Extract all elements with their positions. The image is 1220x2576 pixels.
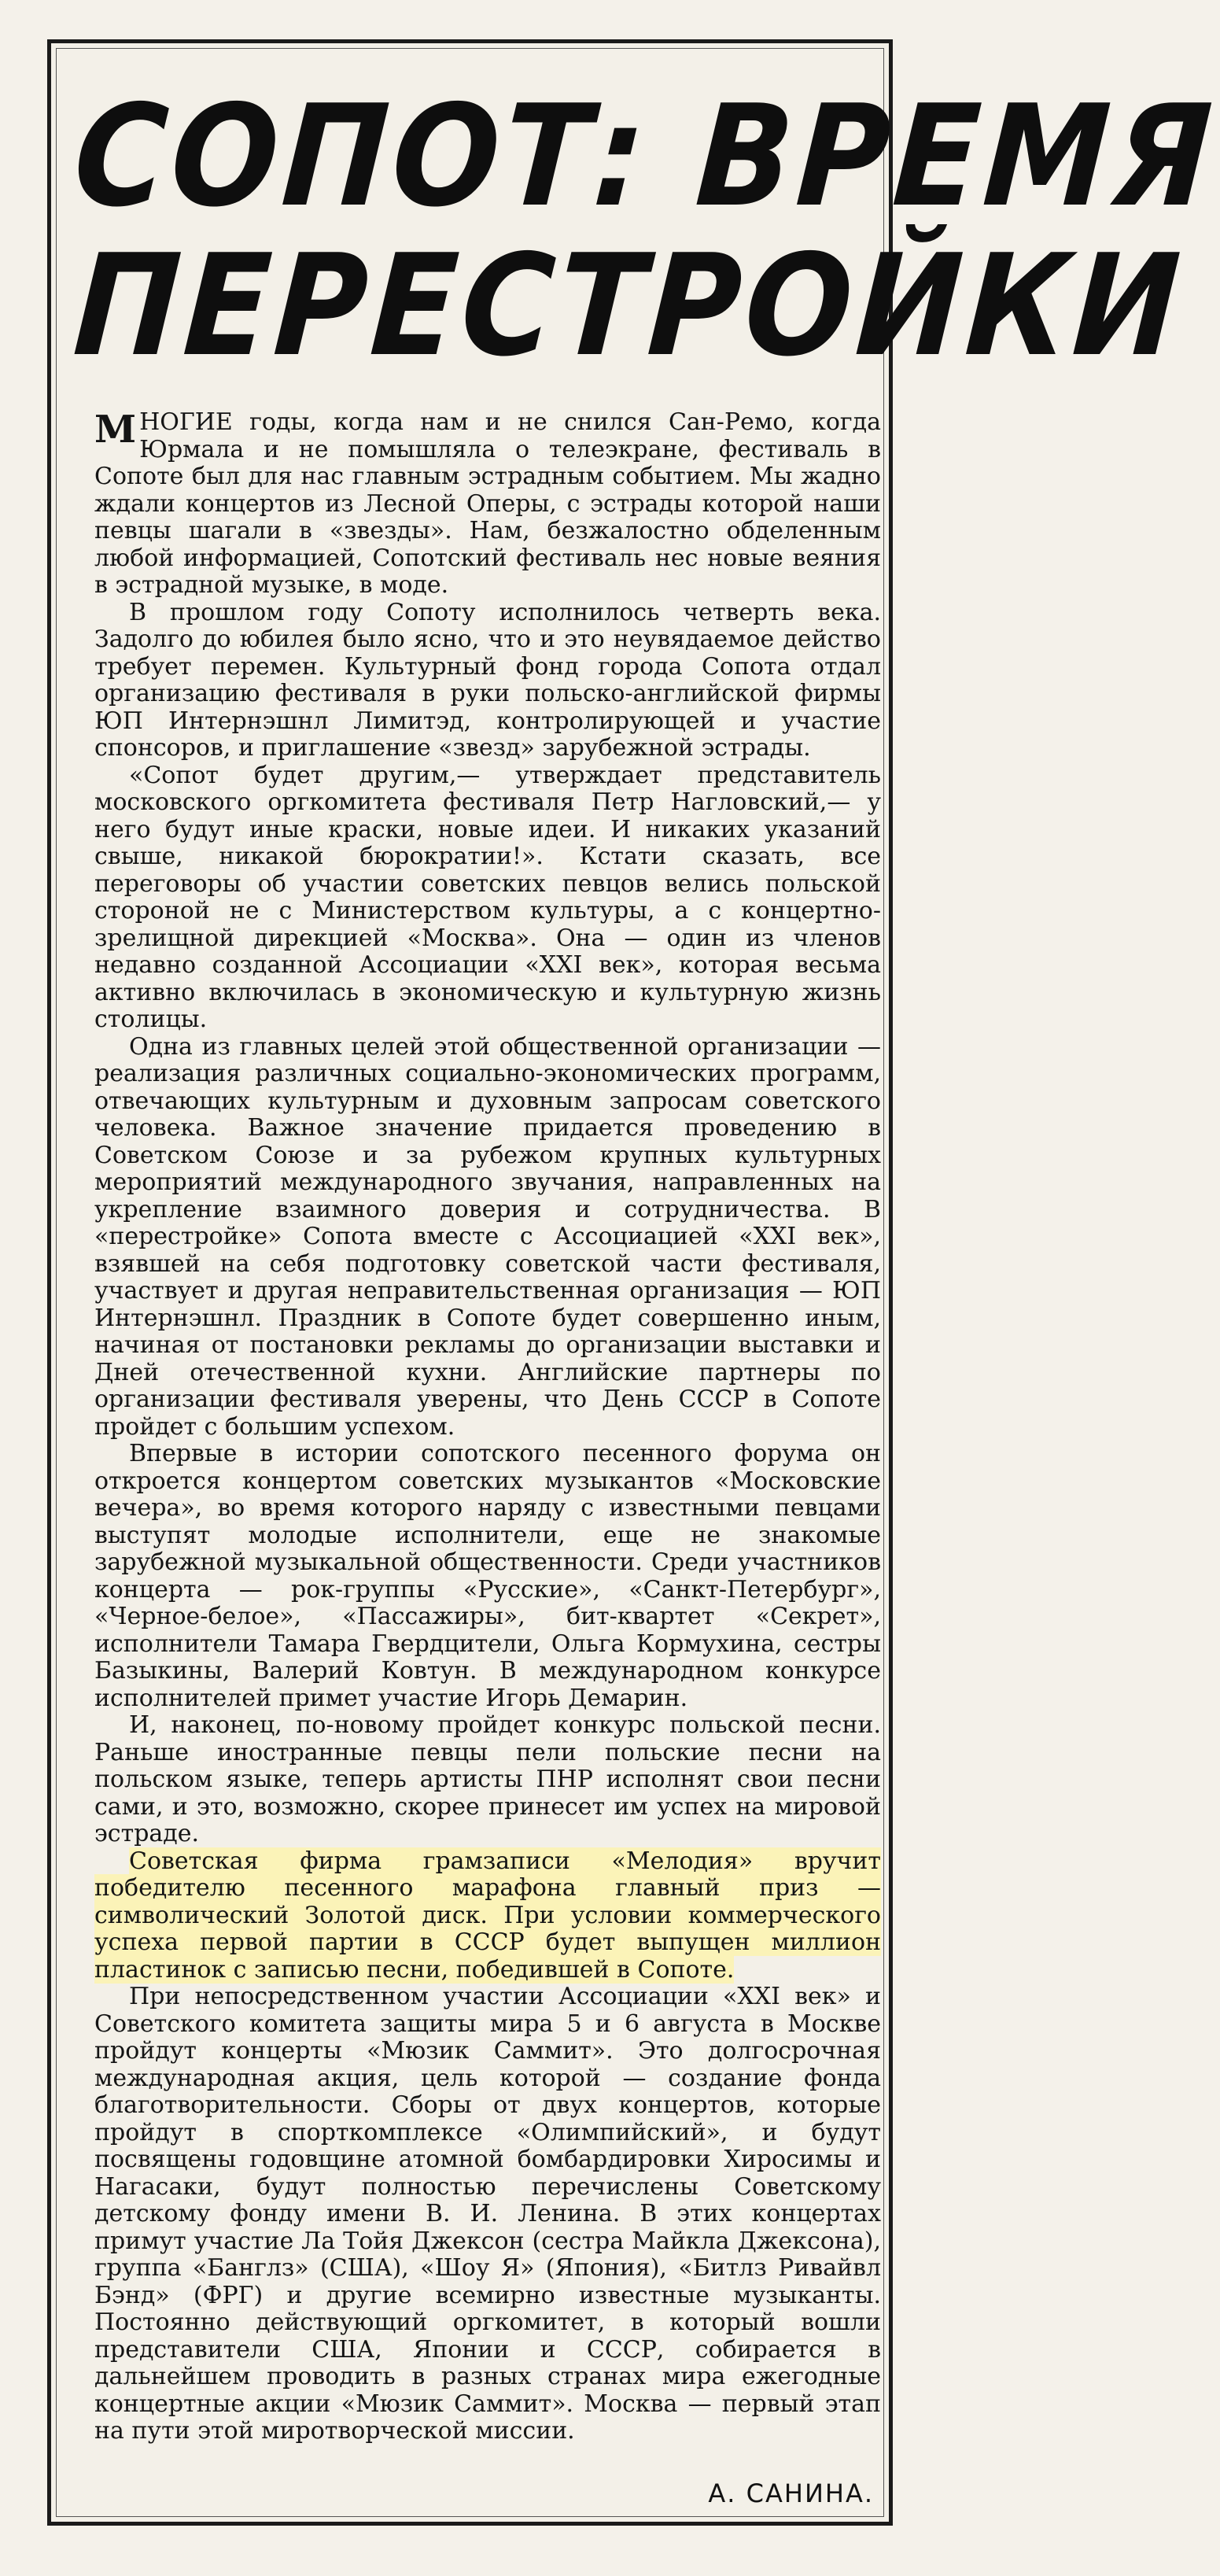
paragraph-1 bbox=[94, 409, 881, 600]
paragraph-3: «Сопот будет другим,— утверждает представитель московского оргкомитета фестиваля Петр Нагловский,— у него будут иные краски, новые идеи. И никаких указаний свыше, никакой бюрократии!». Кстати сказать, все переговоры об участии советских певцов велись польской стороной не с Министерством культуры, а с концертно-зрелищной дирекцией «Москва». Она — один из членов недавно созданной Ассоциации «XXI век», которая весьма активно включилась в экономическую и культурную жизнь столицы. bbox=[94, 761, 881, 1033]
paragraph-2: В прошлом году Сопоту исполнилось четверть века. Задолго до юбилея было ясно, что и это неувядаемое действо требует перемен. Культурный фонд города Сопота отдал организацию фестиваля в руки польско-английской фирмы ЮП Интернэшнл Лимитэд, контролирующей и участие спонсоров, и приглашение «звезд» зарубежной эстрады. bbox=[94, 598, 881, 762]
paragraph-5: Впервые в истории сопотского песенного форума он откроется концертом советских музыкантов «Московские вечера», во время которого наряду с известными певцами выступят молодые исполнители, еще не знакомые зарубежной музыкальной общественности. Среди участников концерта — рок-группы «Русские», «Санкт-Петербург», «Черное-белое», «Пассажиры», бит-квартет «Секрет», исполнители Тамара Гвердцители, Ольга Кормухина, сестры Базыкины, Валерий Ковтун. В международном конкурсе исполнителей примет участие Игорь Демарин. bbox=[94, 1440, 881, 1712]
drop-cap: М bbox=[94, 408, 137, 452]
headline-line-2: ПЕРЕСТРОЙКИ bbox=[69, 224, 1189, 387]
paragraph-4: Одна из главных целей этой общественной организации — реализация различных социально-экономических программ, отвечающих культурным и духовным запросам советского человека. Важное значение придается проведению в Советском Союзе и за рубежом крупных культурных мероприятий международного звучания, направленных на укрепление взаимного доверия и сотрудничества. В «перестройке» Сопота вместе с Ассоциацией «XXI век», взявшей на себя подготовку советской части фестиваля, участвует и другая неправительственная организация — ЮП Интернэшнл. Праздник в Сопоте будет совершенно иным, начиная от постановки рекламы до организации выставки и Дней отечественной кухни. Английские партнеры по организации фестиваля уверены, что День СССР в Сопоте пройдет с большим успехом. bbox=[94, 1032, 881, 1441]
author-signature: А. САНИНА. bbox=[708, 2478, 874, 2508]
article-body bbox=[94, 409, 881, 2445]
headline-line-1: СОПОТ: ВРЕМЯ bbox=[69, 75, 1220, 238]
highlighted-text: Советская фирма грамзаписи «Мелодия» вручит победителю песенного марафона главный приз — символический Золотой диск. При условии коммерческого успеха первой партии в СССР будет выпущен миллион пластинок с записью песни, победившей в Сопоте. bbox=[94, 1847, 881, 1984]
paragraph-1-text: НОГИЕ годы, когда нам и не снился Сан-Ремо, когда Юрмала и не помышляла о телеэкране, фестиваль в Сопоте был для нас главным эстрадным событием. Мы жадно ждали концертов из Лесной Оперы, с эстрады которой наши певцы шагали в «звезды». Нам, безжалостно обделенным любой информацией, Сопотский фестиваль нес новые веяния в эстрадной музыке, в моде. bbox=[94, 408, 881, 599]
paragraph-7-highlighted bbox=[94, 1848, 881, 1984]
paragraph-6: И, наконец, по-новому пройдет конкурс польской песни. Раньше иностранные певцы пели польские песни на польском языке, теперь артисты ПНР исполнят свои песни сами, и это, возможно, скорее принесет им успех на мировой эстраде. bbox=[94, 1711, 881, 1847]
article-frame bbox=[47, 39, 1220, 2526]
paragraph-8: При непосредственном участии Ассоциации «XXI век» и Советского комитета защиты мира 5 и 6 августа в Москве пройдут концерты «Мюзик Саммит». Это долгосрочная международная акция, цель которой — создание фонда благотворительности. Сборы от двух концертов, которые пройдут в спорткомплексе «Олимпийский», и будут посвящены годовщине атомной бомбардировки Хиросимы и Нагасаки, будут полностью перечислены Советскому детскому фонду имени В. И. Ленина. В этих концертах примут участие Ла Тойя Джексон (сестра Майкла Джексона), группа «Банглз» (США), «Шоу Я» (Япония), «Битлз Ривайвл Бэнд» (ФРГ) и другие всемирно известные музыканты. Постоянно действующий оргкомитет, в который вошли представители США, Японии и СССР, собирается в дальнейшем проводить в разных странах мира ежегодные концертные акции «Мюзик Саммит». Москва — первый этап на пути этой миротворческой миссии. bbox=[94, 1983, 881, 2445]
